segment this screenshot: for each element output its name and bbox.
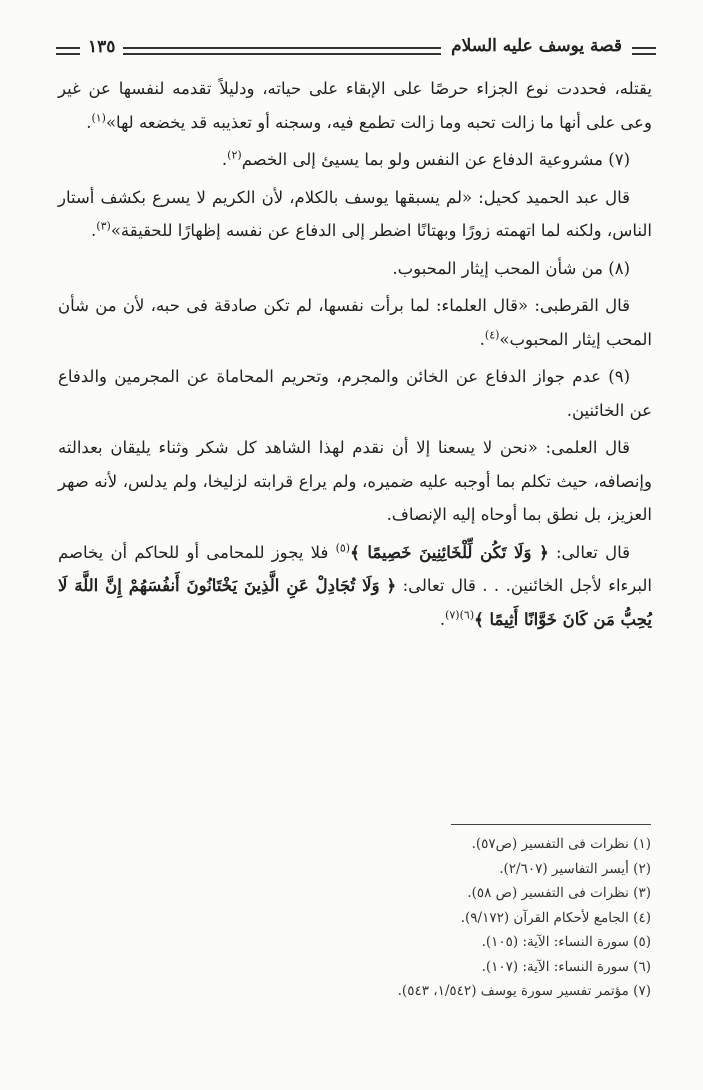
footnote-ref: (١) <box>91 111 106 124</box>
paragraph-8: قال تعالى: ﴿ وَلَا تَكُن لِّلْخَائِنِينَ خَصِيمًا ﴾$^{(٥)}$ فلا يجوز للمحامى أو للحاكم أن يخاصم البرءاء لأجل الخائنين. . . قال تعالى: ﴿ وَلَا تُجَادِلْ عَنِ الَّذِينَ يَخْتَانُونَ أَنفُسَهُمْ إِنَّ اللَّهَ لَا يُحِبُّ مَن كَانَ خَوَّانًا أَثِيمًا ﴾$^{(٦)(٧)}$. <box>58 541 653 629</box>
heading-7: (٧) مشروعية الدفاع عن النفس ولو بما يسيئ إلى الخصم$^{(٢)}$. <box>221 148 630 169</box>
quran-verse: ﴿ وَلَا تُجَادِلْ عَنِ الَّذِينَ يَخْتَانُونَ أَنفُسَهُمْ إِنَّ اللَّهَ لَا يُحِبُّ مَن كَانَ خَوَّانًا أَثِيمًا ﴾ <box>58 576 652 629</box>
footnote-ref: (٦)(٧) <box>445 608 475 621</box>
paragraph-1: يقتله، فحددت نوع الجزاء حرصًا على الإبقاء على حياته، ودليلاً تقدمه لنفسها عن غير وعى على أنها ما زالت تحبه وما زالت تطمع فيه، وسجنه أو تعذيبه قد يخضعه لها»$^{(١)}$. <box>58 79 652 132</box>
main-text <box>58 72 652 640</box>
footnote-ref: (٣) <box>96 219 111 233</box>
footnote-7: (٧) مؤتمر تفسير سورة يوسف (١/٥٤٢، ٥٤٣). <box>397 983 651 999</box>
footnote-5: (٥) سورة النساء: الآية: (١٠٥). <box>481 934 651 950</box>
paragraph-5: قال القرطبى: «قال العلماء: لما برأت نفسها، لم تكن صادقة فى حبه، لأن من شأن المحب إيثار المحبوب»$^{(٤)}$. <box>58 296 652 349</box>
quran-verse: ﴿ وَلَا تَكُن لِّلْخَائِنِينَ خَصِيمًا ﴾ <box>350 542 549 562</box>
heading-9: (٩) عدم جواز الدفاع عن الخائن والمجرم، وتحريم المحاماة عن المجرمين والدفاع عن الخائنين. <box>58 367 652 420</box>
footnote-3: (٣) نظرات فى التفسير (ص ٥٨). <box>467 885 651 901</box>
page-number: ١٣٥ <box>80 37 123 57</box>
footnote-ref: (٢) <box>227 148 242 162</box>
footnote-1: (١) نظرات فى التفسير (ص٥٧). <box>471 836 651 852</box>
footnote-divider <box>451 824 651 825</box>
paragraph-3: قال عبد الحميد كحيل: «لم يسبقها يوسف بالكلام، لأن الكريم لا يسرع بكشف أستار الناس، ولكنه لما اتهمته زورًا وبهتانًا اضطر إلى الدفاع عن نفسه إظهارًا للحقيقة»$^{(٣)}$. <box>58 187 652 240</box>
paragraph-7: قال العلمى: «نحن لا يسعنا إلا أن نقدم لهذا الشاهد كل شكر وثناء يليقان بعدالته وإنصافه، حيث تكلم بما أوجبه عليه ضميره، ولم يراع قرابته لزليخا، ولم يدلس، لأنه صهر العزيز، بل نطق بما أوحاه إليه الإنصاف. <box>58 438 652 524</box>
footnote-ref: (٤) <box>484 328 500 341</box>
running-title: قصة يوسف عليه السلام <box>441 36 632 56</box>
footnotes <box>91 832 651 1004</box>
footnote-6: (٦) سورة النساء: الآية: (١٠٧). <box>481 958 651 975</box>
footnote-ref: (٥) <box>335 541 351 554</box>
footnote-4: (٤) الجامع لأحكام القرآن (٩/١٧٢). <box>460 909 651 926</box>
page-header <box>56 34 656 68</box>
heading-8: (٨) من شأن المحب إيثار المحبوب. <box>392 258 630 278</box>
footnote-2: (٢) أيسر التفاسير (٢/٦٠٧). <box>499 860 651 877</box>
